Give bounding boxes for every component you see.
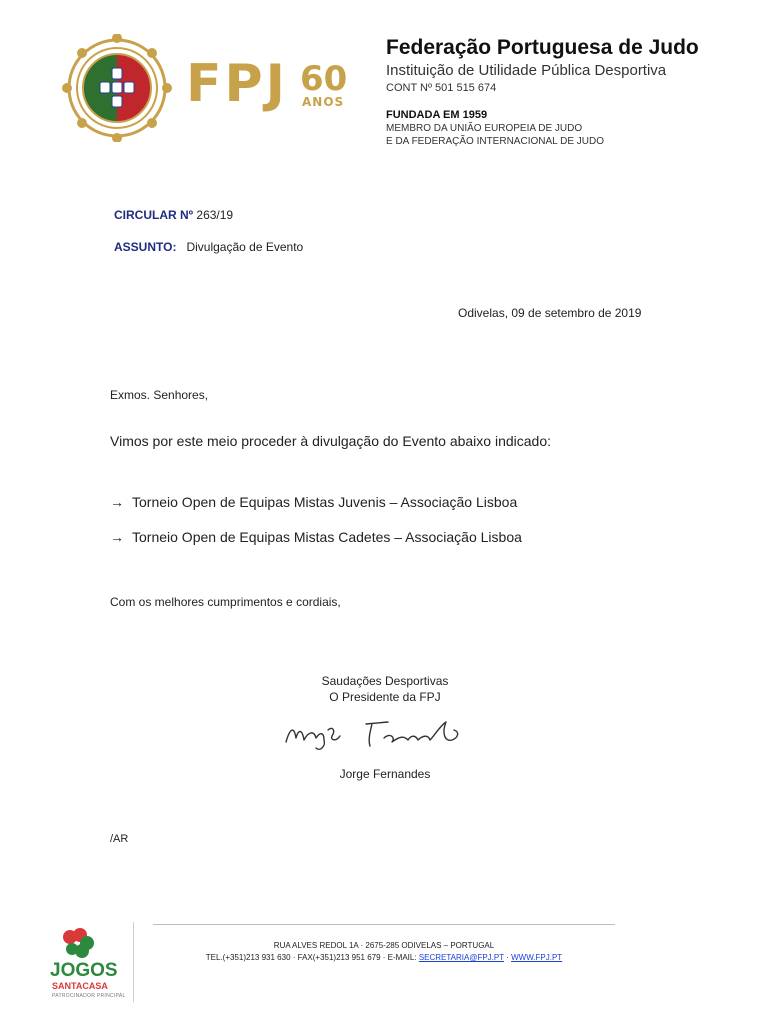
event-title: Torneio Open de Equipas Mistas Cadetes – Associação Lisboa (132, 529, 522, 545)
anniversary-word: ANOS (302, 95, 345, 109)
intro-paragraph: Vimos por este meio proceder à divulgação do Evento abaixo indicado: (110, 433, 552, 449)
sponsor-title: JOGOS (50, 960, 118, 981)
subject-label: ASSUNTO: (114, 240, 177, 254)
greeting: Exmos. Senhores, (110, 388, 209, 402)
signer-name: Jorge Fernandes (339, 767, 431, 781)
subject-value: Divulgação de Evento (186, 240, 304, 254)
org-founded: FUNDADA EM 1959 (386, 109, 488, 121)
circular-number: 263/19 (196, 208, 234, 222)
org-membership-line-1: MEMBRO DA UNIÃO EUROPEIA DE JUDO (386, 123, 583, 134)
event-item (110, 529, 522, 545)
event-title: Torneio Open de Equipas Mistas Juvenis – Associação Lisboa (132, 494, 518, 510)
sponsor-caption: PATROCINADOR PRINCIPAL (52, 993, 126, 999)
contacts-separator: · (503, 953, 512, 962)
org-status: Instituição de Utilidade Pública Desportiva (386, 62, 667, 79)
footer-divider-horizontal (153, 924, 615, 925)
org-name: Federação Portuguesa de Judo (386, 36, 699, 59)
handwritten-signature (280, 708, 480, 756)
arrow-right-icon: → (110, 529, 124, 545)
circular-reference (114, 208, 233, 222)
sponsor-subtitle: SANTACASA (52, 981, 108, 991)
subject-line (114, 240, 303, 254)
president-title: O Presidente da FPJ (329, 690, 441, 704)
salutation: Saudações Desportivas (321, 674, 449, 688)
circular-label: CIRCULAR Nº (114, 208, 194, 222)
fpj-logo-text: FPJ (186, 54, 288, 114)
anniversary-number: 60 (300, 59, 348, 99)
website-link[interactable]: WWW.FPJ.PT (511, 953, 563, 962)
fpj-seal-logo (58, 34, 176, 142)
email-link[interactable]: SECRETARIA@FPJ.PT (418, 953, 504, 962)
contacts-phone-fax: TEL.(+351)213 931 630 · FAX(+351)213 951 679 · E-MAIL: (205, 953, 419, 962)
letter-reference: /AR (110, 833, 129, 845)
org-tax-number: CONT Nº 501 515 674 (386, 82, 497, 94)
event-item (110, 494, 517, 510)
arrow-right-icon: → (110, 494, 124, 510)
letter-date: Odivelas, 09 de setembro de 2019 (458, 306, 642, 320)
footer-address: RUA ALVES REDOL 1A · 2675-285 ODIVELAS – PORTUGAL (273, 941, 495, 950)
footer-divider-vertical (133, 922, 134, 1002)
closing-line: Com os melhores cumprimentos e cordiais, (110, 595, 341, 609)
footer-contacts (153, 953, 615, 962)
org-membership-line-2: E DA FEDERAÇÃO INTERNACIONAL DE JUDO (386, 136, 604, 147)
